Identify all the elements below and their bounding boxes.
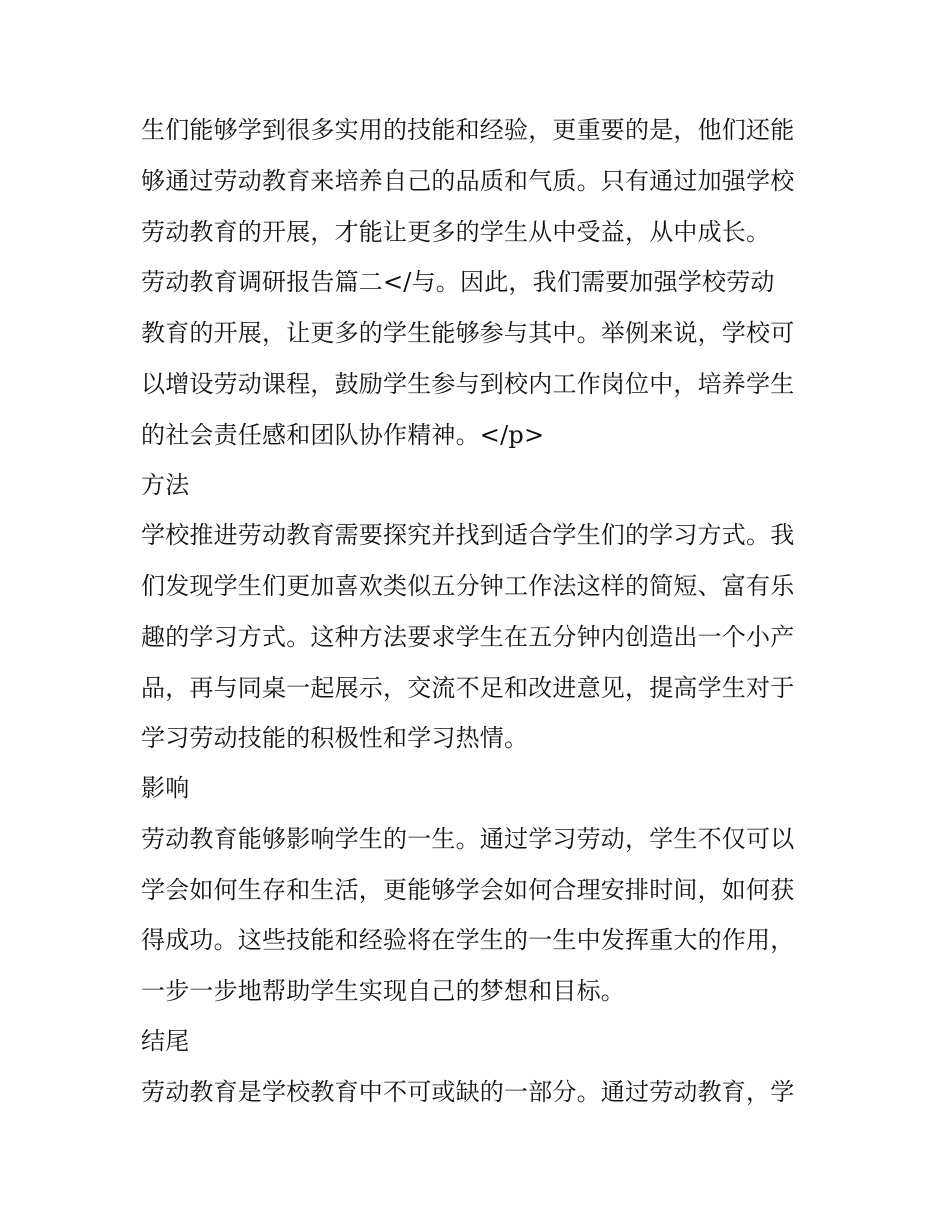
body-text-line: 一步一步地帮助学生实现自己的梦想和目标。 [141,977,625,1005]
body-text-line: 劳动教育是学校教育中不可或缺的一部分。通过劳动教育，学 [141,1078,795,1106]
body-text-line: 劳动教育能够影响学生的一生。通过学习劳动，学生不仅可以 [141,825,795,853]
section-title-line: 劳动教育调研报告篇二</与。因此，我们需要加强学校劳动 [141,268,775,296]
body-text-line: 的社会责任感和团队协作精神。</p> [141,421,545,449]
section-heading-impact: 影响 [141,774,190,802]
body-text-line: 以增设劳动课程，鼓励学生参与到校内工作岗位中，培养学生 [141,370,795,398]
body-text-line: 学习劳动技能的积极性和学习热情。 [141,724,529,752]
body-text-line: 们发现学生们更加喜欢类似五分钟工作法这样的简短、富有乐 [141,572,795,600]
body-text-line: 教育的开展，让更多的学生能够参与其中。举例来说，学校可 [141,319,795,347]
body-text-line: 品，再与同桌一起展示，交流不足和改进意见，提高学生对于 [141,674,795,702]
body-text-line: 够通过劳动教育来培养自己的品质和气质。只有通过加强学校 [141,167,795,195]
body-text-line: 学会如何生存和生活，更能够学会如何合理安排时间，如何获 [141,876,795,904]
section-heading-ending: 结尾 [141,1027,190,1055]
body-text-line: 生们能够学到很多实用的技能和经验，更重要的是，他们还能 [141,116,795,144]
section-heading-method: 方法 [141,471,190,499]
body-text-line: 劳动教育的开展，才能让更多的学生从中受益，从中成长。 [141,218,771,246]
body-text-line: 得成功。这些技能和经验将在学生的一生中发挥重大的作用， [141,926,795,954]
body-text-line: 趣的学习方式。这种方法要求学生在五分钟内创造出一个小产 [141,623,795,651]
body-text-line: 学校推进劳动教育需要探究并找到适合学生们的学习方式。我 [141,521,795,549]
